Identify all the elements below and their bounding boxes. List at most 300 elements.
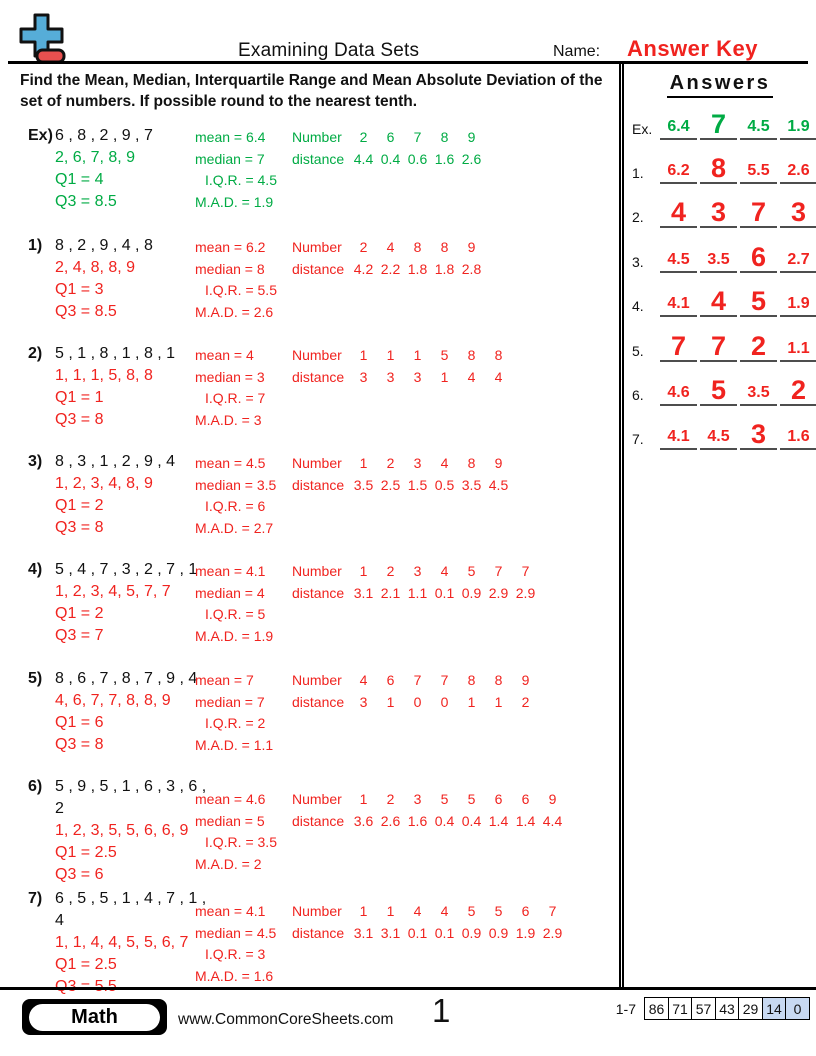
- problem-3: [28, 451, 512, 539]
- iqr-value: I.Q.R. = 7: [205, 390, 266, 406]
- number-cell: 2: [386, 791, 395, 807]
- number-cell: 4: [440, 455, 449, 471]
- distance-cell: 0: [413, 693, 422, 710]
- dataset-line-2: 4: [55, 912, 64, 929]
- mad-row: [195, 410, 512, 432]
- answer-row-7: [632, 414, 816, 450]
- answer-value: 6: [750, 242, 767, 272]
- answer-blank: [700, 148, 737, 184]
- number-cell: 4: [413, 903, 422, 919]
- answer-value: 3.5: [747, 384, 770, 401]
- median-row: [195, 475, 512, 497]
- problem-stats: [195, 235, 485, 323]
- distance-cell: 2.9: [515, 584, 536, 601]
- answer-value: 4.5: [667, 251, 690, 268]
- answer-blank: [780, 414, 816, 450]
- answer-value: 4: [670, 197, 687, 227]
- number-cell: 6: [494, 791, 503, 807]
- sorted-set: 1, 2, 3, 4, 8, 9: [55, 475, 153, 492]
- mad-value: M.A.D. = 2.6: [195, 303, 274, 320]
- iqr-value: I.Q.R. = 2: [205, 715, 266, 731]
- number-cell: 7: [521, 563, 530, 579]
- number-cell: 4: [440, 563, 449, 579]
- answer-value: 2.6: [787, 162, 810, 179]
- problem-stats: [195, 776, 566, 875]
- distance-cell: 3.5: [461, 476, 482, 493]
- distance-cell: 3.6: [353, 812, 374, 829]
- answer-row-6: [632, 370, 816, 406]
- number-cell: 7: [413, 672, 422, 688]
- number-header: Number: [292, 791, 342, 807]
- number-cell: 8: [440, 129, 449, 145]
- score-cell: 0: [785, 997, 810, 1020]
- number-cell: 7: [494, 563, 503, 579]
- sorted-set: 1, 2, 3, 5, 5, 6, 6, 9: [55, 822, 189, 839]
- problem-stats: [195, 559, 539, 647]
- problem-stats: [195, 343, 512, 431]
- answer-value: 3: [710, 197, 727, 227]
- number-cell: 8: [467, 455, 476, 471]
- mean-value: mean = 6.4: [195, 129, 266, 145]
- problem-1: [28, 235, 485, 323]
- mean-row: [195, 901, 566, 923]
- mad-row: [195, 518, 512, 540]
- score-range-label: 1-7: [615, 1000, 636, 1017]
- problem-5: [28, 668, 539, 756]
- q3-value: Q3 = 5.5: [55, 978, 117, 995]
- answer-blank: [660, 414, 697, 450]
- answer-value: 1.9: [787, 118, 810, 135]
- subject-badge: [22, 999, 167, 1035]
- answer-value: 7: [710, 331, 727, 361]
- name-label: Name:: [553, 43, 601, 60]
- answer-blank: [700, 104, 737, 140]
- number-cell: 8: [494, 672, 503, 688]
- sorted-set: 4, 6, 7, 7, 8, 8, 9: [55, 692, 171, 709]
- problem-label: 6): [28, 778, 43, 795]
- answer-value: 6.4: [667, 118, 690, 135]
- distance-cell: 1.9: [515, 924, 536, 941]
- answer-key-text: Answer Key: [627, 36, 758, 61]
- problem-worklines: [55, 343, 195, 431]
- number-cell: 8: [494, 347, 503, 363]
- score-cell: 71: [668, 997, 693, 1020]
- sorted-set: 2, 6, 7, 8, 9: [55, 149, 136, 166]
- answer-blank: [740, 104, 777, 140]
- answer-value: 8: [710, 153, 727, 183]
- answer-blank: [780, 237, 816, 273]
- distance-cell: 0.4: [434, 812, 455, 829]
- distance-header: distance: [292, 150, 345, 167]
- number-cell: 2: [386, 563, 395, 579]
- median-row: [195, 692, 539, 714]
- distance-cell: 1.1: [407, 584, 428, 601]
- q3-value: Q3 = 8: [55, 519, 104, 536]
- number-cell: 8: [467, 347, 476, 363]
- subject-badge-label: Math: [29, 1004, 160, 1031]
- iqr-value: I.Q.R. = 6: [205, 498, 266, 514]
- number-header: Number: [292, 672, 342, 688]
- distance-cell: 4.4: [542, 812, 563, 829]
- dataset-line: 5 , 4 , 7 , 3 , 2 , 7 , 1: [55, 561, 198, 578]
- distance-cell: 3: [359, 693, 368, 710]
- dataset-line: 8 , 2 , 9 , 4 , 8: [55, 237, 153, 254]
- distance-cell: 2.6: [380, 812, 401, 829]
- problems-column: [0, 62, 619, 995]
- answer-blank: [700, 237, 737, 273]
- footer: [0, 987, 816, 1056]
- distance-cell: 0.4: [461, 812, 482, 829]
- iqr-value: I.Q.R. = 5.5: [205, 282, 277, 298]
- answer-blank: [740, 192, 777, 228]
- q3-value: Q3 = 8: [55, 736, 104, 753]
- distance-cell: 4.2: [353, 260, 374, 277]
- answer-value: 6.2: [667, 162, 690, 179]
- distance-cell: 2.9: [542, 924, 563, 941]
- median-value: median = 3.5: [195, 476, 277, 493]
- answer-row-label: 2.: [632, 209, 644, 225]
- median-value: median = 5: [195, 812, 265, 829]
- problem-stats: [195, 125, 485, 213]
- problem-worklines: [55, 888, 207, 998]
- answer-row-label: Ex.: [632, 121, 653, 137]
- problem-worklines: [55, 125, 195, 213]
- answer-value: 4.5: [707, 428, 730, 445]
- answers-column: [619, 62, 816, 987]
- problem-worklines: [55, 668, 198, 756]
- distance-cell: 3.1: [380, 924, 401, 941]
- problem-7: [28, 888, 566, 998]
- q1-value: Q1 = 2.5: [55, 956, 117, 973]
- distance-cell: 3: [359, 368, 368, 385]
- iqr-row: [195, 388, 512, 410]
- number-cell: 1: [359, 347, 368, 363]
- answer-value: 1.9: [787, 295, 810, 312]
- mean-value: mean = 4.6: [195, 791, 266, 807]
- sorted-set: 1, 1, 1, 5, 8, 8: [55, 367, 153, 384]
- number-cell: 3: [413, 455, 422, 471]
- answer-blank: [780, 104, 816, 140]
- problem-label: 2): [28, 345, 43, 362]
- score-cell: 86: [644, 997, 669, 1020]
- answer-value: 7: [710, 109, 727, 139]
- answers-title: Answers: [667, 72, 774, 98]
- answer-value: 4.5: [747, 118, 770, 135]
- answer-blank: [660, 104, 697, 140]
- dataset-line: 6 , 8 , 2 , 9 , 7: [55, 127, 153, 144]
- answer-value: 3: [750, 419, 767, 449]
- answer-value: 4.6: [667, 384, 690, 401]
- distance-cell: 0.9: [488, 924, 509, 941]
- answer-row-5: [632, 326, 816, 362]
- number-header: Number: [292, 239, 342, 255]
- mean-row: [195, 237, 485, 259]
- distance-cell: 0.5: [434, 476, 455, 493]
- distance-header: distance: [292, 693, 345, 710]
- number-cell: 6: [386, 129, 395, 145]
- problem-stats: [195, 888, 566, 987]
- number-cell: 1: [359, 903, 368, 919]
- answer-blank: [780, 281, 816, 317]
- answer-value: 7: [670, 331, 687, 361]
- answer-value: 5.5: [747, 162, 770, 179]
- q1-value: Q1 = 6: [55, 714, 104, 731]
- number-cell: 1: [359, 455, 368, 471]
- mad-row: [195, 966, 566, 988]
- problem-6: [28, 776, 566, 886]
- number-cell: 7: [413, 129, 422, 145]
- answer-blank: [700, 370, 737, 406]
- mean-row: [195, 127, 485, 149]
- answer-value: 4.1: [667, 295, 690, 312]
- number-header: Number: [292, 347, 342, 363]
- distance-cell: 2.6: [461, 150, 482, 167]
- iqr-row: [195, 713, 539, 735]
- number-cell: 5: [467, 791, 476, 807]
- answer-blank: [700, 326, 737, 362]
- number-cell: 6: [386, 672, 395, 688]
- problem-worklines: [55, 235, 195, 323]
- answer-row-label: 7.: [632, 431, 644, 447]
- mad-value: M.A.D. = 2.7: [195, 519, 274, 536]
- mean-row: [195, 453, 512, 475]
- q1-value: Q1 = 2: [55, 497, 104, 514]
- website-text: www.CommonCoreSheets.com: [178, 1011, 394, 1028]
- number-header: Number: [292, 563, 342, 579]
- number-cell: 9: [467, 129, 476, 145]
- main-area: [0, 62, 816, 995]
- distance-cell: 0.9: [461, 924, 482, 941]
- distance-cell: 1.4: [488, 812, 509, 829]
- iqr-value: I.Q.R. = 3.5: [205, 834, 277, 850]
- distance-cell: 1: [494, 693, 503, 710]
- number-cell: 5: [467, 563, 476, 579]
- q1-value: Q1 = 1: [55, 389, 104, 406]
- number-cell: 2: [359, 129, 368, 145]
- problem-label: 3): [28, 453, 43, 470]
- q3-value: Q3 = 6: [55, 866, 104, 883]
- number-cell: 9: [494, 455, 503, 471]
- problem-stats: [195, 668, 539, 756]
- answer-blank: [700, 414, 737, 450]
- dataset-line: 8 , 3 , 1 , 2 , 9 , 4: [55, 453, 176, 470]
- answer-blank: [660, 237, 697, 273]
- median-row: [195, 923, 566, 945]
- instructions-text: Find the Mean, Median, Interquartile Range and Mean Absolute Deviation of the set of numbers. If possible round to the nearest tenth.: [20, 72, 603, 110]
- distance-cell: 1.5: [407, 476, 428, 493]
- distance-cell: 2: [521, 693, 530, 710]
- distance-cell: 3: [413, 368, 422, 385]
- answer-row-ex: [632, 104, 816, 140]
- distance-header: distance: [292, 812, 345, 829]
- number-header: Number: [292, 129, 342, 145]
- number-cell: 1: [413, 347, 422, 363]
- score-bar: [616, 997, 810, 1020]
- distance-cell: 2.8: [461, 260, 482, 277]
- distance-cell: 0.1: [407, 924, 428, 941]
- problem-ex: [28, 125, 485, 213]
- number-header: Number: [292, 455, 342, 471]
- mad-value: M.A.D. = 1.9: [195, 627, 274, 644]
- answer-blank: [660, 148, 697, 184]
- median-value: median = 7: [195, 150, 265, 167]
- mean-value: mean = 4.5: [195, 455, 266, 471]
- answer-value: 7: [750, 197, 767, 227]
- dataset-line: 5 , 9 , 5 , 1 , 6 , 3 , 6 ,: [55, 778, 207, 795]
- distance-cell: 4.4: [353, 150, 374, 167]
- problem-2: [28, 343, 512, 431]
- dataset-line: 8 , 6 , 7 , 8 , 7 , 9 , 4: [55, 670, 198, 687]
- distance-cell: 1.8: [434, 260, 455, 277]
- answer-blank: [740, 414, 777, 450]
- iqr-row: [195, 280, 485, 302]
- answer-value: 5: [750, 286, 767, 316]
- mad-value: M.A.D. = 1.6: [195, 967, 274, 984]
- mad-row: [195, 192, 485, 214]
- answer-row-label: 1.: [632, 165, 644, 181]
- answer-value: 1.6: [787, 428, 810, 445]
- q1-value: Q1 = 4: [55, 171, 104, 188]
- q3-value: Q3 = 8.5: [55, 303, 117, 320]
- iqr-row: [195, 944, 566, 966]
- mad-value: M.A.D. = 1.1: [195, 736, 274, 753]
- distance-cell: 0.4: [380, 150, 401, 167]
- number-cell: 3: [413, 563, 422, 579]
- mean-row: [195, 670, 539, 692]
- q3-value: Q3 = 8.5: [55, 193, 117, 210]
- number-cell: 9: [467, 239, 476, 255]
- distance-cell: 0.6: [407, 150, 428, 167]
- distance-cell: 2.2: [380, 260, 401, 277]
- median-row: [195, 259, 485, 281]
- answer-row-1: [632, 148, 816, 184]
- problem-label: 5): [28, 670, 43, 687]
- plus-minus-logo-icon: [16, 11, 66, 65]
- problem-label: 1): [28, 237, 43, 254]
- mad-row: [195, 626, 539, 648]
- number-cell: 8: [413, 239, 422, 255]
- number-cell: 4: [386, 239, 395, 255]
- number-cell: 1: [359, 791, 368, 807]
- number-cell: 1: [359, 563, 368, 579]
- answer-blank: [740, 326, 777, 362]
- answer-row-2: [632, 192, 816, 228]
- answer-value: 4: [710, 286, 727, 316]
- distance-cell: 4: [494, 368, 503, 385]
- mad-row: [195, 854, 566, 876]
- number-cell: 8: [467, 672, 476, 688]
- answer-blank: [660, 326, 697, 362]
- distance-cell: 1.4: [515, 812, 536, 829]
- answer-blank: [780, 326, 816, 362]
- answer-row-4: [632, 281, 816, 317]
- distance-cell: 1: [440, 368, 449, 385]
- number-cell: 4: [359, 672, 368, 688]
- distance-cell: 2.1: [380, 584, 401, 601]
- answer-value: 1.1: [787, 340, 810, 357]
- iqr-row: [195, 604, 539, 626]
- mad-row: [195, 302, 485, 324]
- distance-cell: 0.1: [434, 584, 455, 601]
- iqr-value: I.Q.R. = 5: [205, 606, 266, 622]
- answer-blank: [660, 281, 697, 317]
- distance-cell: 3.5: [353, 476, 374, 493]
- distance-cell: 0.1: [434, 924, 455, 941]
- median-row: [195, 811, 566, 833]
- number-cell: 6: [521, 903, 530, 919]
- number-header: Number: [292, 903, 342, 919]
- median-value: median = 7: [195, 693, 265, 710]
- answer-row-3: [632, 237, 816, 273]
- median-row: [195, 149, 485, 171]
- answer-blank: [740, 148, 777, 184]
- number-cell: 7: [440, 672, 449, 688]
- distance-cell: 3: [386, 368, 395, 385]
- distance-header: distance: [292, 368, 345, 385]
- score-cell: 57: [691, 997, 716, 1020]
- median-value: median = 3: [195, 368, 265, 385]
- dataset-line: 5 , 1 , 8 , 1 , 8 , 1: [55, 345, 176, 362]
- answer-blank: [740, 370, 777, 406]
- answer-blank: [700, 281, 737, 317]
- answer-blank: [780, 370, 816, 406]
- median-row: [195, 367, 512, 389]
- mean-value: mean = 6.2: [195, 239, 266, 255]
- distance-header: distance: [292, 260, 345, 277]
- score-cell: 14: [762, 997, 787, 1020]
- number-cell: 4: [440, 903, 449, 919]
- number-cell: 5: [440, 791, 449, 807]
- score-cell: 29: [738, 997, 763, 1020]
- iqr-row: [195, 170, 485, 192]
- iqr-value: I.Q.R. = 4.5: [205, 172, 277, 188]
- q1-value: Q1 = 2: [55, 605, 104, 622]
- iqr-value: I.Q.R. = 3: [205, 946, 266, 962]
- answer-value: 5: [710, 375, 727, 405]
- mean-row: [195, 561, 539, 583]
- number-cell: 3: [413, 791, 422, 807]
- distance-cell: 1: [386, 693, 395, 710]
- answer-row-label: 6.: [632, 387, 644, 403]
- answer-row-label: 5.: [632, 343, 644, 359]
- number-cell: 5: [440, 347, 449, 363]
- dataset-line: 6 , 5 , 5 , 1 , 4 , 7 , 1 ,: [55, 890, 207, 907]
- number-cell: 9: [521, 672, 530, 688]
- answer-value: 3: [790, 197, 807, 227]
- answer-blank: [780, 192, 816, 228]
- mad-value: M.A.D. = 2: [195, 855, 262, 872]
- mean-value: mean = 4: [195, 347, 254, 363]
- number-cell: 7: [548, 903, 557, 919]
- answer-row-label: 4.: [632, 298, 644, 314]
- mad-value: M.A.D. = 3: [195, 411, 262, 428]
- distance-cell: 3.1: [353, 584, 374, 601]
- distance-cell: 0: [440, 693, 449, 710]
- mad-value: M.A.D. = 1.9: [195, 193, 274, 210]
- number-cell: 2: [386, 455, 395, 471]
- answer-value: 2: [750, 331, 767, 361]
- problem-worklines: [55, 451, 195, 539]
- iqr-row: [195, 496, 512, 518]
- page-number: 1: [432, 992, 451, 1029]
- q3-value: Q3 = 7: [55, 627, 104, 644]
- distance-cell: 3.1: [353, 924, 374, 941]
- score-cells: [644, 997, 810, 1020]
- answer-blank: [700, 192, 737, 228]
- distance-cell: 4: [467, 368, 476, 385]
- mean-value: mean = 4.1: [195, 563, 266, 579]
- distance-header: distance: [292, 584, 345, 601]
